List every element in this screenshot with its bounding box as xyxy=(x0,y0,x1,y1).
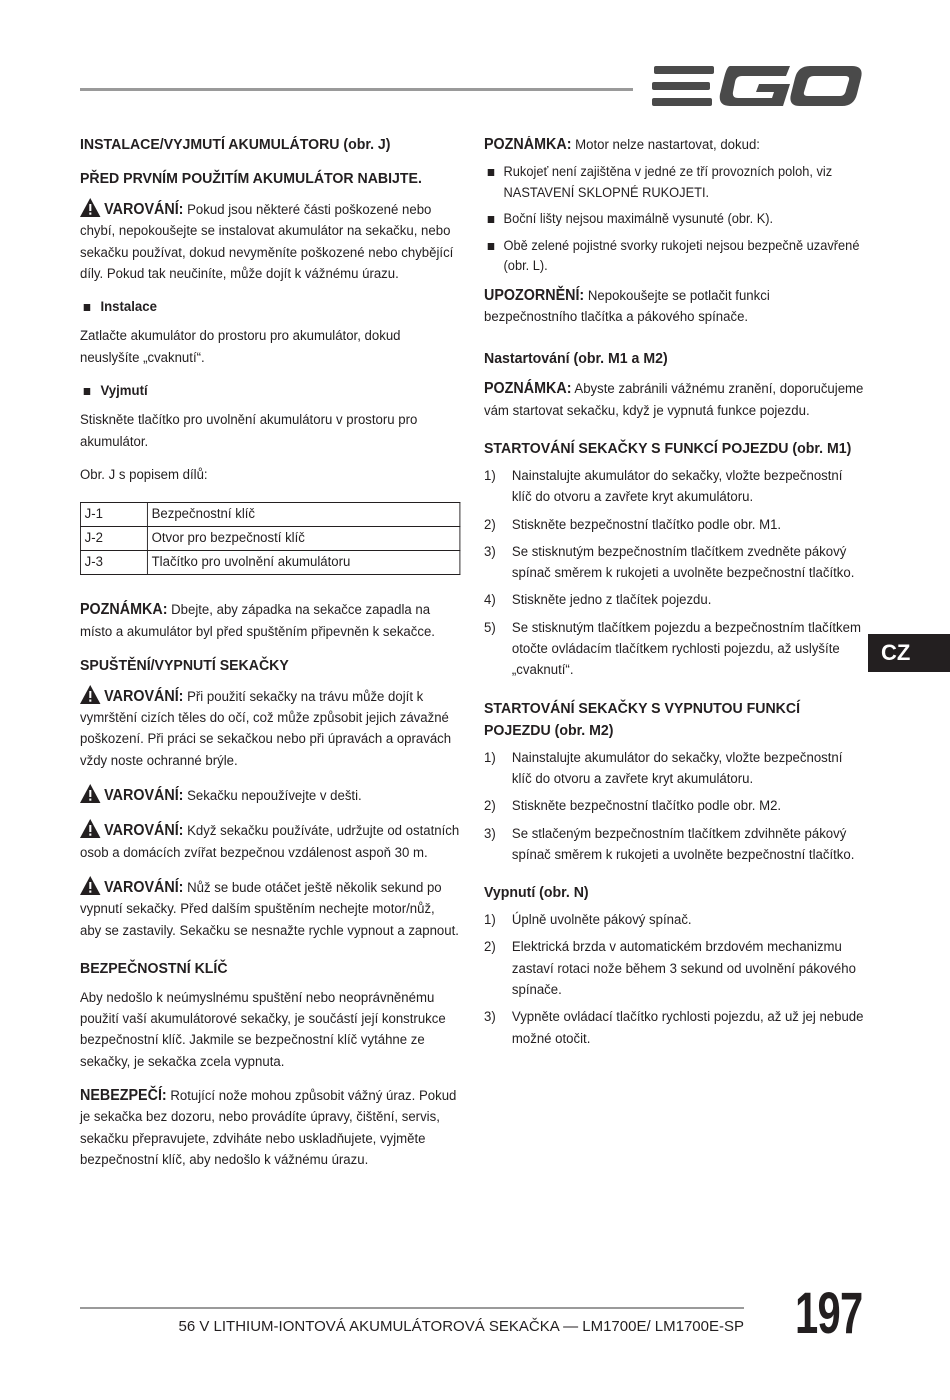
subheading: Vyjmutí xyxy=(100,383,148,400)
warning-icon xyxy=(80,784,100,803)
danger-text: Rotující nože mohou způsobit vážný úraz. Pokud je sekačka bez dozoru, nebo provádíte úpravy, čištění, servis, sekačku přepravujete, zdviháte nebo uskladňujete, vyjměte bezpečnostní klíč, aby nedošlo k vážnému úrazu. xyxy=(80,1088,457,1168)
warning-text: Při použití sekačky na trávu může dojít k vymrštění cizích těles do očí, což může způsobit jejich závažné poškození. Při práci se sekačkou nebo při úpravách a opravách vždy noste ochranné brýle. xyxy=(80,688,452,769)
note-label: POZNÁMKA: xyxy=(80,601,168,619)
list-item xyxy=(484,209,865,230)
step-text: Stiskněte bezpečnostní tlačítko podle obr. M1. xyxy=(511,516,782,533)
note-block xyxy=(484,378,865,422)
parts-table xyxy=(80,502,460,575)
table-row xyxy=(80,527,459,551)
list-item xyxy=(484,824,865,867)
warning-text: Když sekačku používáte, udržujte od ostatních osob a domácích zvířat bezpečnou vzdálenost aspoň 30 m. xyxy=(80,823,460,861)
list-item xyxy=(484,910,865,931)
paragraph: Aby nedošlo k neúmyslnému spuštění nebo neoprávněnému použití vaší akumulátorové sekačky, je součástí její konstrukce bezpečnostní klíč. Jakmile se bezpečnostní klíč vytáhne ze sekačky, je sekačka zcela vypnuta. xyxy=(80,989,446,1070)
warning-icon xyxy=(80,685,100,704)
section-heading: Nastartování (obr. M1 a M2) xyxy=(484,350,668,368)
page-number: 197 xyxy=(795,1281,863,1346)
language-tab: CZ xyxy=(868,634,950,672)
warning-icon xyxy=(80,198,100,217)
warning-label: VAROVÁNÍ: xyxy=(104,787,184,805)
part-name: Bezpečnostní klíč xyxy=(147,503,459,527)
step-number: 2) xyxy=(484,798,496,815)
step-text: Úplně uvolněte pákový spínač. xyxy=(511,912,692,929)
step-number: 2) xyxy=(484,939,496,956)
warning-text: Sekačku nepoužívejte v dešti. xyxy=(183,788,362,805)
list-item xyxy=(484,590,865,611)
list-item xyxy=(484,796,865,817)
bullet-heading-install xyxy=(80,297,459,318)
section-heading: Vypnutí (obr. N) xyxy=(484,884,589,902)
warning-block xyxy=(80,876,459,942)
step-text: Se stlačeným bezpečnostním tlačítkem zdvihněte pákový spínač směrem k rukojeti a uvolněte bezpečnostní tlačítko. xyxy=(511,825,855,863)
right-column xyxy=(484,134,865,1050)
step-text: Nainstalujte akumulátor do sekačky, vložte bezpečnostní klíč do otvoru a zavřete kryt akumulátoru. xyxy=(511,467,843,506)
step-text: Se stisknutým tlačítkem pojezdu a bezpečnostním tlačítkem otočte ovládacím tlačítkem rychlosti pojezdu, až uslyšíte „cvaknutí“. xyxy=(511,619,861,679)
note-block xyxy=(484,134,865,156)
footer-rule xyxy=(80,1307,744,1309)
warning-label: VAROVÁNÍ: xyxy=(104,878,184,896)
step-number: 1) xyxy=(484,749,496,766)
paragraph: Stiskněte tlačítko pro uvolnění akumulátoru v prostoru pro akumulátor. xyxy=(80,412,418,450)
note-label: POZNÁMKA: xyxy=(484,380,572,398)
section-heading: INSTALACE/VYJMUTÍ AKUMULÁTORU (obr. J) xyxy=(80,136,391,153)
danger-block xyxy=(80,1085,459,1171)
note-text: Abyste zabránili vážnému zranění, doporučujeme vám startovat sekačku, když je vypnutá funkce pojezdu. xyxy=(484,381,864,419)
part-id: J-3 xyxy=(80,551,147,575)
section-heading: SPUŠTĚNÍ/VYPNUTÍ SEKAČKY xyxy=(80,656,289,674)
table-row xyxy=(80,551,459,575)
part-name: Otvor pro bezpečností klíč xyxy=(147,527,459,551)
step-number: 1) xyxy=(484,467,496,484)
paragraph: Zatlačte akumulátor do prostoru pro akumulátor, dokud neuslyšíte „cvaknutí“. xyxy=(80,328,401,366)
step-text: Stiskněte bezpečnostní tlačítko podle obr. M2. xyxy=(511,798,782,815)
step-number: 3) xyxy=(484,543,496,560)
warning-label: VAROVÁNÍ: xyxy=(104,822,184,840)
header-rule xyxy=(80,88,633,91)
bullet-text: Boční lišty nejsou maximálně vysunuté (obr. K). xyxy=(503,211,774,227)
list-item xyxy=(484,937,865,1001)
bullet-square-icon xyxy=(488,243,495,250)
list-item xyxy=(484,162,865,203)
note-text: Dbejte, aby západka na sekačce zapadla na místo a akumulátor byl před spuštěním připevněn k sekačce. xyxy=(80,602,435,640)
caution-text: Nepokoušejte se potlačit funkci bezpečnostního tlačítka a pákového spínače. xyxy=(484,287,770,326)
bullet-text: Rukojeť není zajištěna v jedné ze tří provozních poloh, viz NASTAVENÍ SKLOPNÉ RUKOJETI. xyxy=(503,164,833,200)
step-number: 3) xyxy=(484,825,496,842)
step-text: Elektrická brzda v automatickém brzdovém mechanizmu zastaví rotaci nože během 3 sekund od uvolnění pákového spínače. xyxy=(511,939,856,999)
step-number: 5) xyxy=(484,619,496,636)
list-item xyxy=(484,466,865,509)
step-text: Stiskněte jedno z tlačítek pojezdu. xyxy=(511,592,712,609)
bullet-square-icon xyxy=(488,169,495,176)
ego-logo xyxy=(652,62,862,112)
table-row xyxy=(80,503,459,527)
list-item xyxy=(484,618,865,682)
step-text: Se stisknutým bezpečnostním tlačítkem zvedněte pákový spínač směrem k rukojeti a uvolněte bezpečnostní tlačítko. xyxy=(511,543,855,582)
left-column xyxy=(80,134,459,1171)
bullet-heading-remove xyxy=(80,381,459,402)
list-item xyxy=(484,748,865,791)
parts-caption: Obr. J s popisem dílů: xyxy=(80,466,208,483)
bullet-square-icon xyxy=(84,388,91,395)
subheading: Instalace xyxy=(100,299,157,316)
list-item xyxy=(484,236,865,277)
bullet-text: Obě zelené pojistné svorky rukojeti nejsou bezpečně uzavřené (obr. L). xyxy=(503,237,860,274)
part-id: J-2 xyxy=(80,527,147,551)
part-name: Tlačítko pro uvolnění akumulátoru xyxy=(147,551,459,575)
danger-label: NEBEZPEČÍ: xyxy=(80,1087,167,1105)
bullet-square-icon xyxy=(488,216,495,223)
warning-block xyxy=(80,784,459,807)
note-block xyxy=(80,599,459,643)
caution-block xyxy=(484,285,865,329)
section-heading: PŘED PRVNÍM POUŽITÍM AKUMULÁTOR NABIJTE. xyxy=(80,170,422,187)
list-item xyxy=(484,1007,865,1050)
caution-label: UPOZORNĚNÍ: xyxy=(484,286,585,304)
step-number: 1) xyxy=(484,912,496,929)
step-number: 4) xyxy=(484,592,496,609)
footer-title: 56 V LITHIUM-IONTOVÁ AKUMULÁTOROVÁ SEKAČKA — LM1700E/ LM1700E-SP xyxy=(178,1318,744,1335)
bullet-square-icon xyxy=(84,304,91,311)
section-heading: BEZPEČNOSTNÍ KLÍČ xyxy=(80,959,228,977)
warning-text: Pokud jsou některé části poškozené nebo chybí, nepokoušejte se instalovat akumulátor na sekačku, nebo sekačku používat, dokud nevyměníte poškozené nebo chybějící díly. Pokud tak neučiníte, může dojít k vážnému úrazu. xyxy=(80,202,454,282)
warning-icon xyxy=(80,876,100,895)
list-item xyxy=(484,515,865,536)
warning-icon xyxy=(80,819,100,838)
warning-label: VAROVÁNÍ: xyxy=(104,201,184,218)
warning-block xyxy=(80,685,459,772)
warning-block xyxy=(80,198,459,285)
step-text: Vypněte ovládací tlačítko rychlosti pojezdu, až už jej nebude možné otočit. xyxy=(511,1009,864,1047)
step-text: Nainstalujte akumulátor do sekačky, vložte bezpečnostní klíč do otvoru a zavřete kryt akumulátoru. xyxy=(511,749,843,787)
warning-text: Nůž se bude otáčet ještě několik sekund po vypnutí sekačky. Před dalším spuštěním nechejte motor/nůž, aby se zastavily. Sekačku se nesnažte rychle vypnout a zapnout. xyxy=(80,879,459,939)
section-heading: STARTOVÁNÍ SEKAČKY S FUNKCÍ POJEZDU (obr. M1) xyxy=(484,439,852,457)
note-label: POZNÁMKA: xyxy=(484,136,572,153)
part-id: J-1 xyxy=(80,503,147,527)
note-text: Motor nelze nastartovat, dokud: xyxy=(571,137,760,153)
list-item xyxy=(484,542,865,585)
step-number: 2) xyxy=(484,516,496,533)
warning-label: VAROVÁNÍ: xyxy=(104,687,184,705)
section-heading: STARTOVÁNÍ SEKAČKY S VYPNUTOU FUNKCÍ POJEZDU (obr. M2) xyxy=(484,699,801,739)
step-number: 3) xyxy=(484,1009,496,1026)
warning-block xyxy=(80,819,459,864)
